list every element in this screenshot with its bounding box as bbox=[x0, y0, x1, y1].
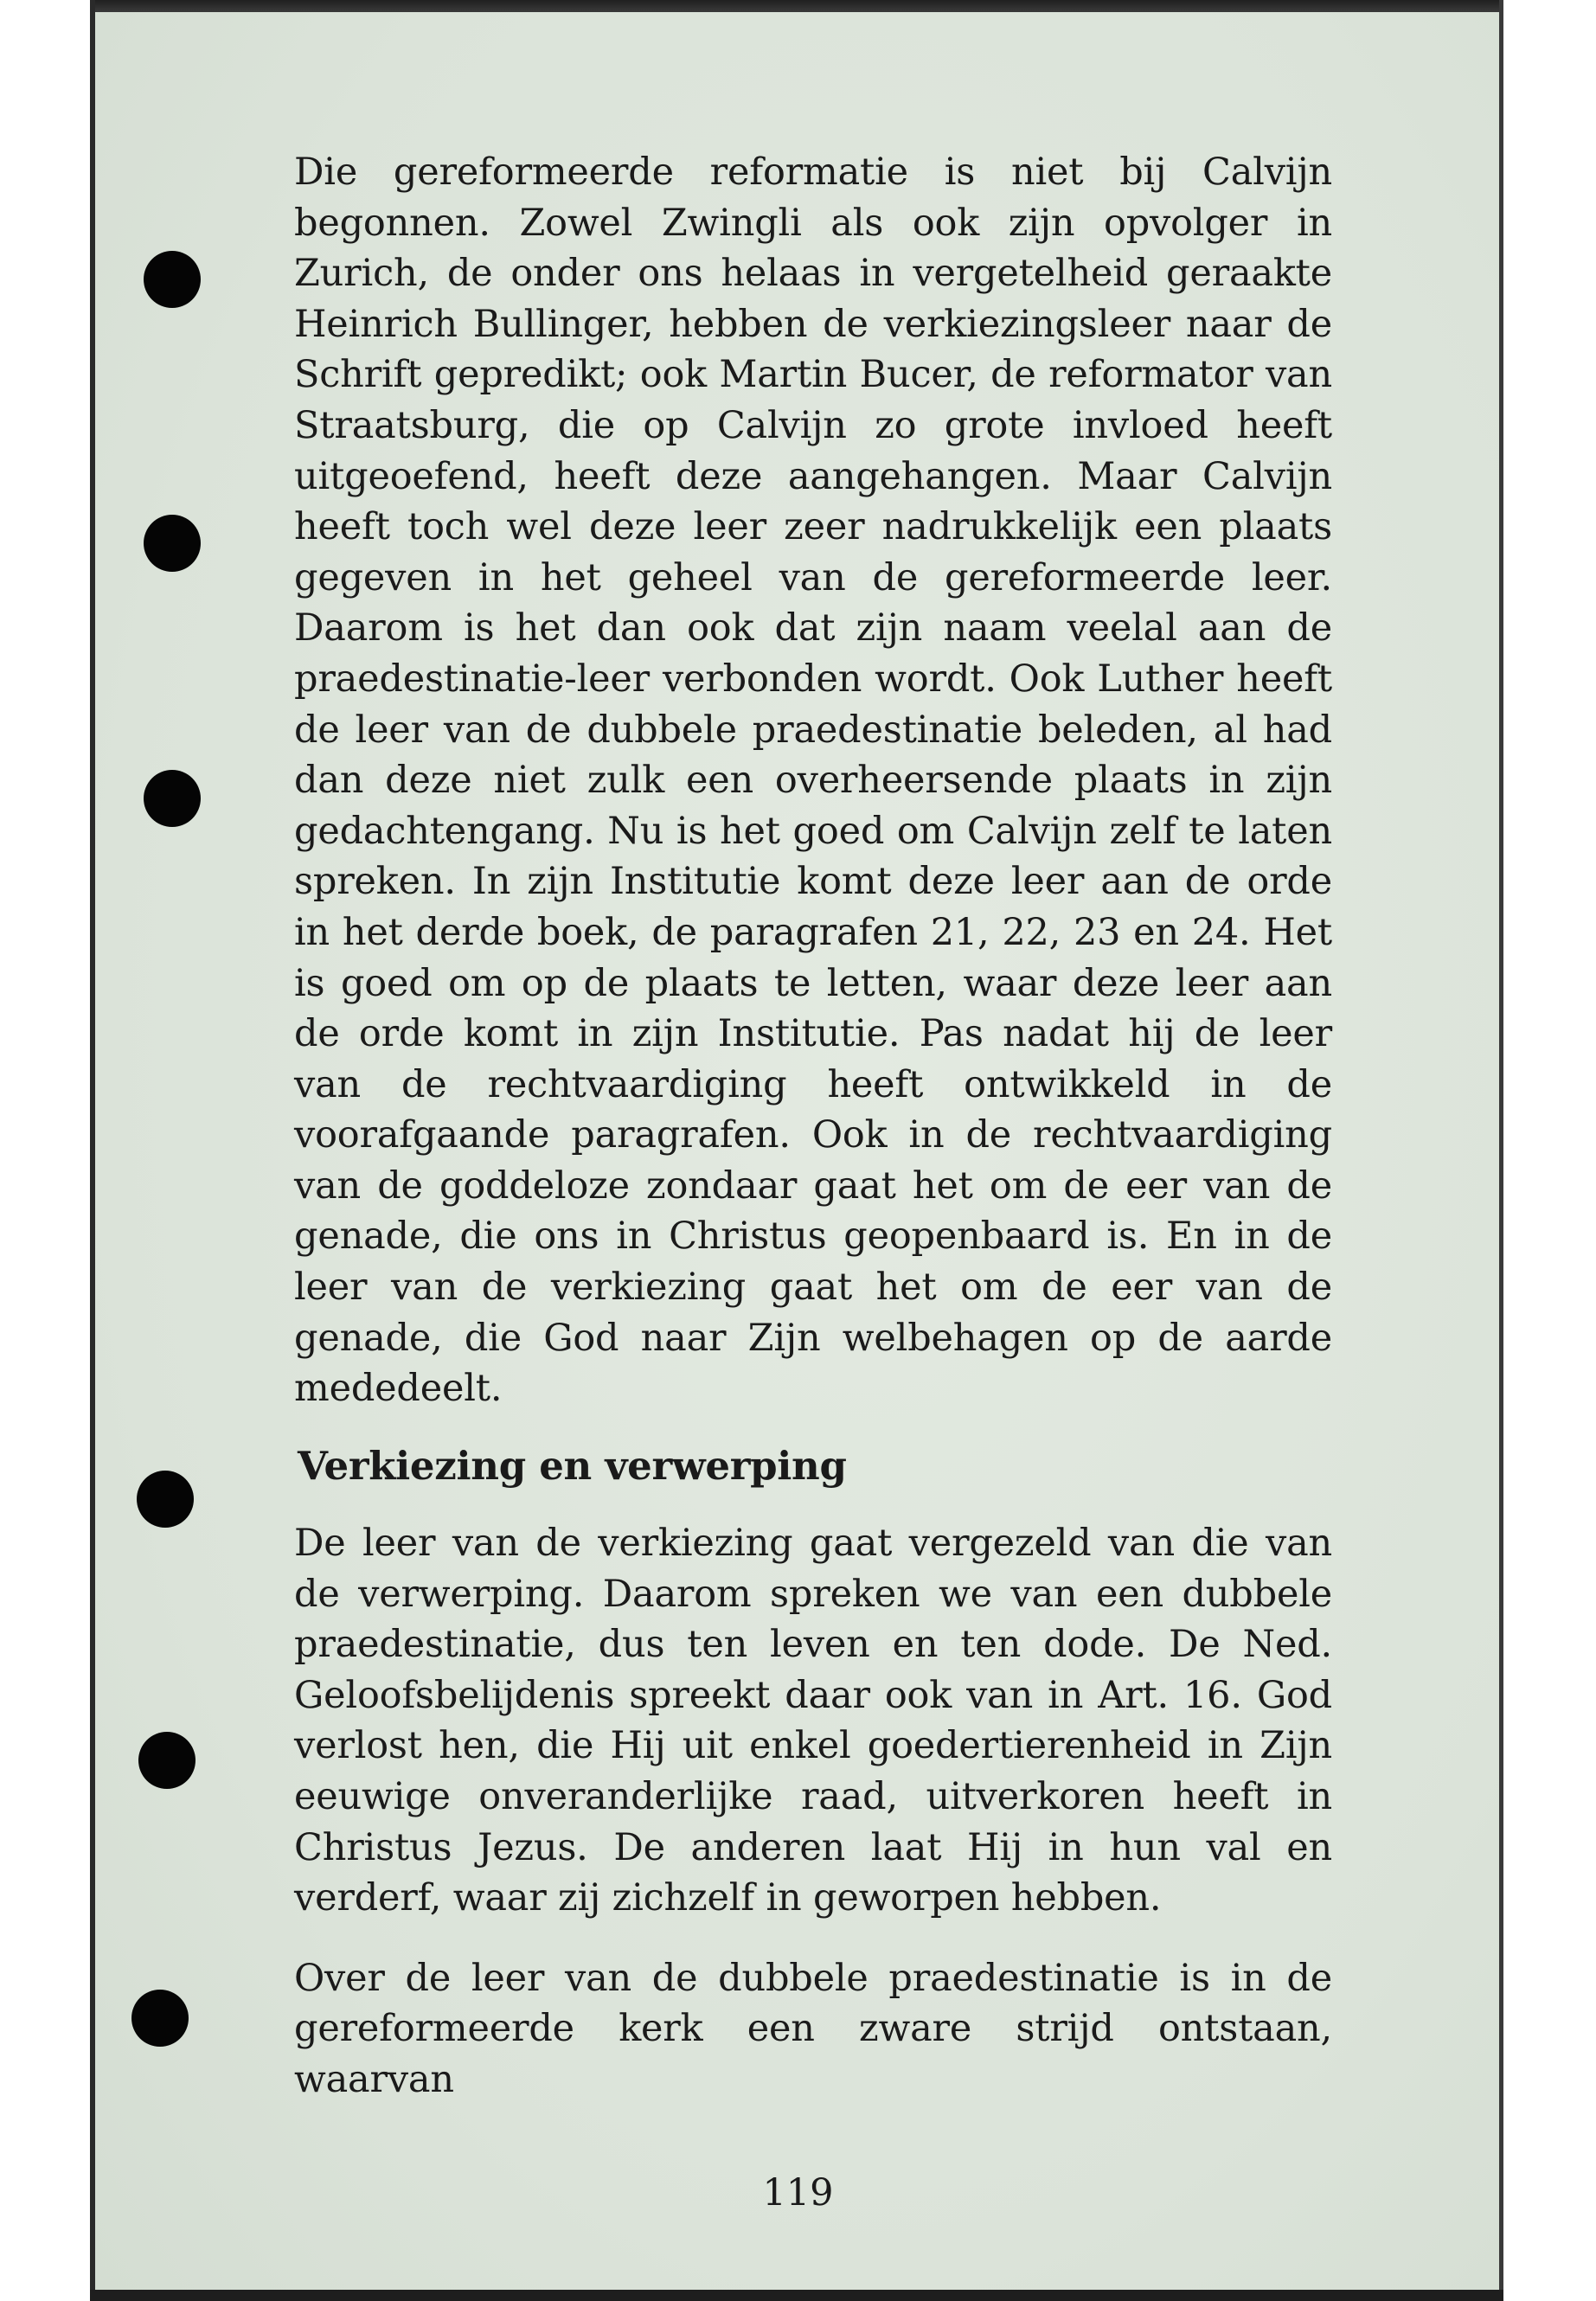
punch-hole bbox=[144, 770, 201, 827]
scan-edge-bottom bbox=[90, 2290, 1503, 2301]
punch-hole bbox=[144, 515, 201, 572]
punch-hole bbox=[144, 251, 201, 308]
scan-margin-left bbox=[0, 0, 92, 2301]
punch-hole bbox=[137, 1471, 194, 1528]
scan-margin-right bbox=[1503, 0, 1596, 2301]
paragraph-2: De leer van de verkiezing gaat vergezeld van die van de verwerping. Daarom spreken we van een dubbele praedestinatie, dus ten leven en ten dode. De Ned. Geloofsbelijdenis spreekt daar ook van in Art. 16. God verlost hen, die Hij uit enkel goedertierenheid in Zijn eeuwige onveranderlijke raad, uitverkoren heeft in Christus Jezus. De anderen laat Hij in hun val en verderf, waar zij zichzelf in geworpen hebben. bbox=[294, 1522, 1332, 1920]
punch-hole bbox=[138, 1732, 195, 1789]
section-heading: Verkiezing en verwerping bbox=[298, 1443, 847, 1489]
paragraph-1: Die gereformeerde reformatie is niet bij Calvijn begonnen. Zowel Zwingli als ook zijn opvolger in Zurich, de onder ons helaas in vergetelheid geraakte Heinrich Bullinger, hebben de verkiezingsleer naar de Schrift gepredikt; ook Martin Bucer, de reformator van Straatsburg, die op Calvijn zo grote invloed heeft uitgeoefend, heeft deze aangehangen. Maar Calvijn heeft toch wel deze leer zeer nadrukkelijk een plaats gegeven in het geheel van de gereformeerde leer. Daarom is het dan ook dat zijn naam veelal aan de praedestinatie-leer verbonden wordt. Ook Luther heeft de leer van de dubbele praedestinatie beleden, al had dan deze niet zulk een overheersende plaats in zijn gedachtengang. Nu is het goed om Calvijn zelf te laten spreken. In zijn Institutie komt deze leer aan de orde in het derde boek, de paragrafen 21, 22, 23 en 24. Het is goed om op de plaats te letten, waar deze leer aan de orde komt in zijn Institutie. Pas nadat hij de leer van de rechtvaardiging heeft ontwikkeld in de voorafgaande paragrafen. Ook in de rechtvaardiging van de goddeloze zondaar gaat het om de eer van de genade, die ons in Christus geopenbaard is. En in de leer van de verkiezing gaat het om de eer van de genade, die God naar Zijn welbehagen op de aarde mededeelt. bbox=[294, 151, 1332, 1411]
punch-hole bbox=[131, 1990, 189, 2047]
scan-edge-right bbox=[1499, 0, 1503, 2301]
page-number: 119 bbox=[762, 2171, 834, 2214]
paragraph-3: Over de leer van de dubbele praedestinatie is in de gereformeerde kerk een zware strijd ontstaan, waarvan bbox=[294, 1956, 1332, 2101]
scan-edge-top bbox=[0, 0, 1596, 12]
page-content bbox=[294, 147, 1332, 2106]
